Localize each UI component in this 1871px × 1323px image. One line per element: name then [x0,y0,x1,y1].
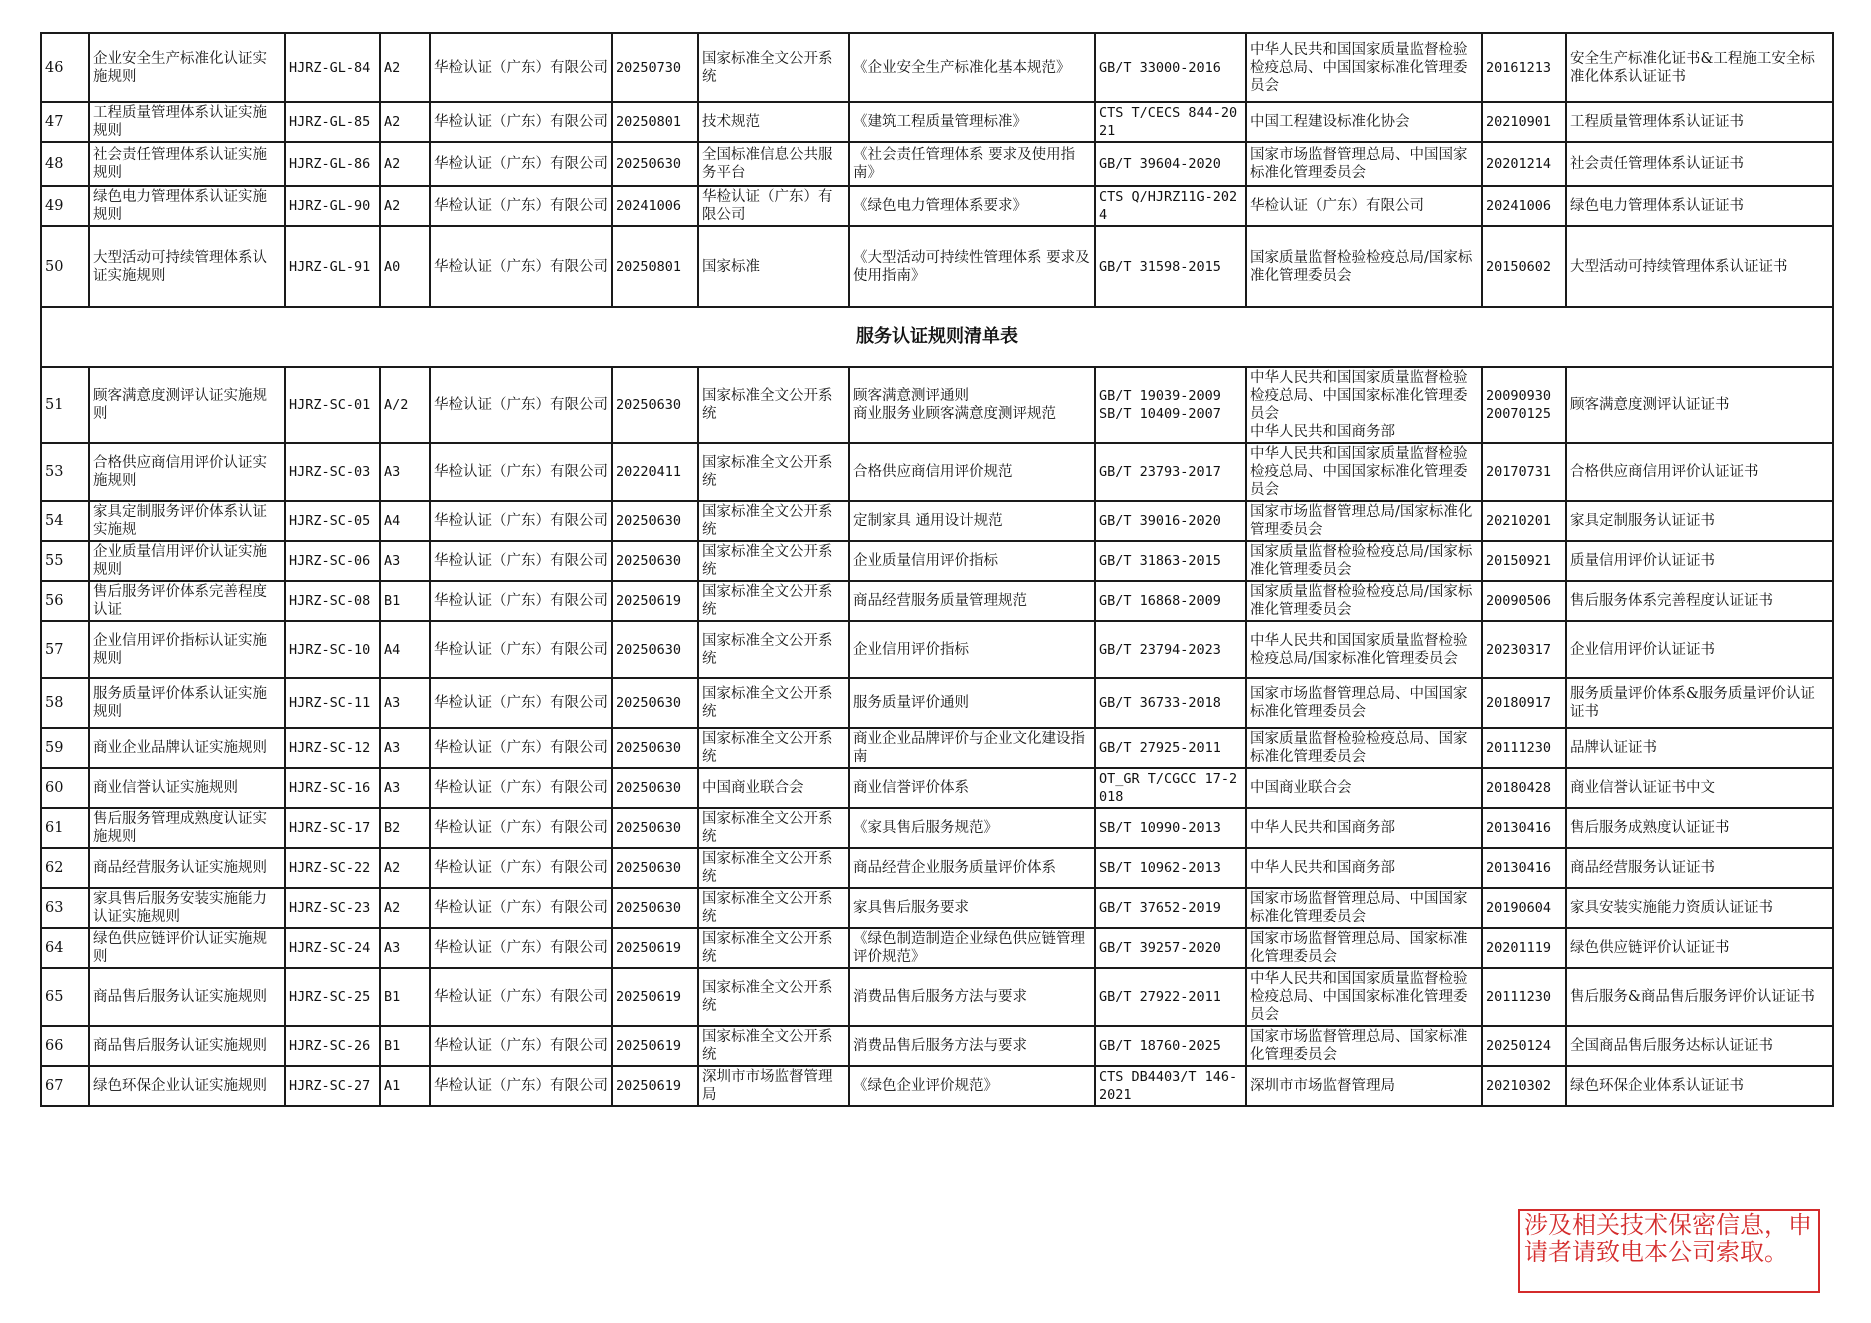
cell-rule-name: 社会责任管理体系认证实施规则 [89,142,285,186]
table-row [41,888,1833,928]
cell-issuer: 深圳市市场监督管理局 [1246,1066,1482,1106]
cell-rule-code: HJRZ-SC-17 [285,808,380,848]
cell-certificate: 质量信用评价认证证书 [1566,541,1833,581]
cell-rule-name: 商品售后服务认证实施规则 [89,1026,285,1066]
table-row [41,1026,1833,1066]
cell-no: 46 [41,33,89,102]
cell-standard-name: 《绿色企业评价规范》 [849,1066,1095,1106]
cell-issuer: 中国商业联合会 [1246,768,1482,808]
cell-rule-name: 售后服务评价体系完善程度认证 [89,581,285,621]
cell-organization: 华检认证（广东）有限公司 [430,581,612,621]
cell-rule-code: HJRZ-SC-01 [285,367,380,443]
cell-issuer: 国家质量监督检验检疫总局/国家标准化管理委员会 [1246,541,1482,581]
section-heading: 服务认证规则清单表 [41,307,1833,367]
cell-organization: 华检认证（广东）有限公司 [430,808,612,848]
cell-no: 48 [41,142,89,186]
cell-issuer: 中华人民共和国国家质量监督检验检疫总局、中国国家标准化管理委员会 中华人民共和国商务部 [1246,367,1482,443]
table-row [41,367,1833,443]
cell-standard-number: GB/T 39016-2020 [1095,501,1246,541]
cell-standard-number: SB/T 10962-2013 [1095,848,1246,888]
cell-issuer: 中华人民共和国国家质量监督检验检疫总局、中国国家标准化管理委员会 [1246,443,1482,501]
cell-source: 深圳市市场监督管理局 [698,1066,849,1106]
cell-rule-name: 商品售后服务认证实施规则 [89,968,285,1026]
cell-issue-date: 20230317 [1482,621,1566,678]
cell-level: A2 [380,142,430,186]
table-row [41,728,1833,768]
cell-source: 国家标准全文公开系统 [698,443,849,501]
cell-organization: 华检认证（广东）有限公司 [430,728,612,768]
cell-rule-code: HJRZ-SC-27 [285,1066,380,1106]
cell-rule-code: HJRZ-SC-22 [285,848,380,888]
cell-date: 20250630 [612,848,698,888]
cell-certificate: 绿色环保企业体系认证证书 [1566,1066,1833,1106]
cell-source: 全国标准信息公共服务平台 [698,142,849,186]
cell-date: 20250619 [612,1066,698,1106]
cell-organization: 华检认证（广东）有限公司 [430,621,612,678]
cell-source: 国家标准全文公开系统 [698,581,849,621]
cell-certificate: 品牌认证证书 [1566,728,1833,768]
cell-date: 20250730 [612,33,698,102]
cell-source: 国家标准全文公开系统 [698,541,849,581]
cell-source: 技术规范 [698,102,849,142]
cell-date: 20250619 [612,1026,698,1066]
cell-rule-code: HJRZ-GL-90 [285,186,380,226]
cell-rule-code: HJRZ-SC-08 [285,581,380,621]
cell-standard-number: GB/T 18760-2025 [1095,1026,1246,1066]
cell-rule-code: HJRZ-SC-25 [285,968,380,1026]
cell-source: 国家标准全文公开系统 [698,367,849,443]
cell-standard-name: 商品经营企业服务质量评价体系 [849,848,1095,888]
cell-date: 20220411 [612,443,698,501]
cell-standard-number: CTS T/CECS 844-2021 [1095,102,1246,142]
cell-organization: 华检认证（广东）有限公司 [430,367,612,443]
cell-standard-name: 《建筑工程质量管理标准》 [849,102,1095,142]
cell-rule-code: HJRZ-GL-84 [285,33,380,102]
table-row [41,186,1833,226]
cell-organization: 华检认证（广东）有限公司 [430,678,612,728]
cell-issue-date: 20150921 [1482,541,1566,581]
cell-certificate: 商业信誉认证证书中文 [1566,768,1833,808]
cell-source: 中国商业联合会 [698,768,849,808]
cell-no: 61 [41,808,89,848]
cell-issuer: 中华人民共和国国家质量监督检验检疫总局、中国国家标准化管理委员会 [1246,33,1482,102]
cell-no: 57 [41,621,89,678]
cell-certificate: 全国商品售后服务达标认证证书 [1566,1026,1833,1066]
cell-date: 20250801 [612,102,698,142]
cell-certificate: 社会责任管理体系认证证书 [1566,142,1833,186]
cell-rule-name: 绿色供应链评价认证实施规则 [89,928,285,968]
cell-level: A3 [380,541,430,581]
cell-standard-name: 企业质量信用评价指标 [849,541,1095,581]
cell-organization: 华检认证（广东）有限公司 [430,102,612,142]
cell-rule-code: HJRZ-SC-12 [285,728,380,768]
cell-date: 20250630 [612,501,698,541]
cell-rule-name: 顾客满意度测评认证实施规则 [89,367,285,443]
cell-date: 20250630 [612,808,698,848]
cell-certificate: 售后服务体系完善程度认证证书 [1566,581,1833,621]
cell-standard-number: GB/T 23794-2023 [1095,621,1246,678]
cell-certificate: 合格供应商信用评价认证证书 [1566,443,1833,501]
cell-rule-code: HJRZ-GL-91 [285,226,380,307]
cell-rule-name: 合格供应商信用评价认证实施规则 [89,443,285,501]
cell-rule-code: HJRZ-SC-06 [285,541,380,581]
cell-standard-name: 《绿色电力管理体系要求》 [849,186,1095,226]
cell-certificate: 家具安装实施能力资质认证证书 [1566,888,1833,928]
cell-rule-name: 企业信用评价指标认证实施规则 [89,621,285,678]
cell-no: 65 [41,968,89,1026]
cell-standard-name: 顾客满意测评通则 商业服务业顾客满意度测评规范 [849,367,1095,443]
table-body-service [41,367,1833,1106]
cell-rule-name: 企业安全生产标准化认证实施规则 [89,33,285,102]
cell-rule-name: 大型活动可持续管理体系认证实施规则 [89,226,285,307]
cell-standard-number: GB/T 27925-2011 [1095,728,1246,768]
cell-issue-date: 20190604 [1482,888,1566,928]
cell-rule-code: HJRZ-SC-05 [285,501,380,541]
cell-issuer: 中华人民共和国商务部 [1246,808,1482,848]
cell-rule-code: HJRZ-SC-03 [285,443,380,501]
table-row [41,968,1833,1026]
cell-no: 49 [41,186,89,226]
cell-rule-code: HJRZ-GL-85 [285,102,380,142]
cell-standard-number: GB/T 27922-2011 [1095,968,1246,1026]
cell-issuer: 国家质量监督检验检疫总局/国家标准化管理委员会 [1246,581,1482,621]
cell-organization: 华检认证（广东）有限公司 [430,1026,612,1066]
cell-source: 华检认证（广东）有限公司 [698,186,849,226]
cell-rule-name: 绿色环保企业认证实施规则 [89,1066,285,1106]
cell-level: A4 [380,501,430,541]
cell-certificate: 家具定制服务认证证书 [1566,501,1833,541]
cell-issuer: 国家质量监督检验检疫总局/国家标准化管理委员会 [1246,226,1482,307]
cell-rule-name: 售后服务管理成熟度认证实施规则 [89,808,285,848]
cell-organization: 华检认证（广东）有限公司 [430,226,612,307]
cell-issue-date: 20241006 [1482,186,1566,226]
cell-standard-name: 家具售后服务要求 [849,888,1095,928]
cell-source: 国家标准全文公开系统 [698,501,849,541]
section-heading-body [41,307,1833,367]
cell-issuer: 国家市场监督管理总局、中国国家标准化管理委员会 [1246,888,1482,928]
cell-rule-name: 绿色电力管理体系认证实施规则 [89,186,285,226]
cell-issue-date: 20201214 [1482,142,1566,186]
cell-issuer: 国家市场监督管理总局、中国国家标准化管理委员会 [1246,678,1482,728]
cell-organization: 华检认证（广东）有限公司 [430,186,612,226]
cell-date: 20250630 [612,768,698,808]
cell-organization: 华检认证（广东）有限公司 [430,1066,612,1106]
cell-level: A3 [380,678,430,728]
cell-certificate: 商品经营服务认证证书 [1566,848,1833,888]
cell-standard-number: GB/T 37652-2019 [1095,888,1246,928]
cell-no: 50 [41,226,89,307]
cell-standard-name: 定制家具 通用设计规范 [849,501,1095,541]
cell-standard-name: 商业企业品牌评价与企业文化建设指南 [849,728,1095,768]
cell-no: 67 [41,1066,89,1106]
cell-source: 国家标准全文公开系统 [698,678,849,728]
cell-issue-date: 20210201 [1482,501,1566,541]
cell-rule-code: HJRZ-SC-11 [285,678,380,728]
cell-standard-number: GB/T 33000-2016 [1095,33,1246,102]
cell-level: A0 [380,226,430,307]
cell-issue-date: 20180428 [1482,768,1566,808]
cell-standard-number: GB/T 16868-2009 [1095,581,1246,621]
cell-issuer: 国家市场监督管理总局、国家标准化管理委员会 [1246,1026,1482,1066]
cell-certificate: 工程质量管理体系认证证书 [1566,102,1833,142]
cell-standard-number: GB/T 19039-2009 SB/T 10409-2007 [1095,367,1246,443]
cell-level: A1 [380,1066,430,1106]
cell-source: 国家标准全文公开系统 [698,928,849,968]
cell-organization: 华检认证（广东）有限公司 [430,928,612,968]
cell-organization: 华检认证（广东）有限公司 [430,142,612,186]
cell-date: 20241006 [612,186,698,226]
cell-date: 20250630 [612,367,698,443]
cell-standard-name: 《家具售后服务规范》 [849,808,1095,848]
cell-date: 20250630 [612,678,698,728]
cell-organization: 华检认证（广东）有限公司 [430,33,612,102]
table-row [41,928,1833,968]
cell-issue-date: 20090930 20070125 [1482,367,1566,443]
cell-level: A3 [380,728,430,768]
cell-issue-date: 20150602 [1482,226,1566,307]
cell-rule-name: 家具售后服务安装实施能力认证实施规则 [89,888,285,928]
cell-certificate: 绿色电力管理体系认证证书 [1566,186,1833,226]
cell-issue-date: 20250124 [1482,1026,1566,1066]
cell-issue-date: 20210302 [1482,1066,1566,1106]
cell-issuer: 华检认证（广东）有限公司 [1246,186,1482,226]
table-row [41,621,1833,678]
cell-date: 20250630 [612,888,698,928]
table-row [41,226,1833,307]
cell-no: 56 [41,581,89,621]
cell-standard-number: GB/T 31863-2015 [1095,541,1246,581]
cell-level: B1 [380,581,430,621]
cell-source: 国家标准全文公开系统 [698,968,849,1026]
cell-date: 20250619 [612,928,698,968]
cell-issue-date: 20201119 [1482,928,1566,968]
cell-standard-name: 《绿色制造制造企业绿色供应链管理评价规范》 [849,928,1095,968]
cell-issuer: 中华人民共和国商务部 [1246,848,1482,888]
cell-standard-name: 合格供应商信用评价规范 [849,443,1095,501]
cell-issue-date: 20161213 [1482,33,1566,102]
cell-issuer: 中国工程建设标准化协会 [1246,102,1482,142]
cell-level: B1 [380,968,430,1026]
cell-certificate: 售后服务成熟度认证证书 [1566,808,1833,848]
cell-no: 51 [41,367,89,443]
cell-rule-code: HJRZ-SC-16 [285,768,380,808]
cell-standard-name: 商业信誉评价体系 [849,768,1095,808]
cell-standard-name: 商品经营服务质量管理规范 [849,581,1095,621]
cell-issue-date: 20111230 [1482,968,1566,1026]
cell-date: 20250630 [612,142,698,186]
cell-no: 59 [41,728,89,768]
cell-issuer: 国家市场监督管理总局、国家标准化管理委员会 [1246,928,1482,968]
cell-date: 20250619 [612,968,698,1026]
cell-issue-date: 20170731 [1482,443,1566,501]
cell-standard-name: 《社会责任管理体系 要求及使用指南》 [849,142,1095,186]
cell-standard-number: CTS Q/HJRZ11G-2024 [1095,186,1246,226]
cell-source: 国家标准全文公开系统 [698,621,849,678]
cell-no: 53 [41,443,89,501]
cell-organization: 华检认证（广东）有限公司 [430,848,612,888]
cell-issuer: 中华人民共和国国家质量监督检验检疫总局、中国国家标准化管理委员会 [1246,968,1482,1026]
cell-standard-number: OT_GR T/CGCC 17-2018 [1095,768,1246,808]
cell-certificate: 顾客满意度测评认证证书 [1566,367,1833,443]
cell-no: 55 [41,541,89,581]
cell-level: B2 [380,808,430,848]
cell-standard-number: GB/T 39604-2020 [1095,142,1246,186]
cell-source: 国家标准全文公开系统 [698,1026,849,1066]
cell-no: 64 [41,928,89,968]
cell-rule-code: HJRZ-SC-24 [285,928,380,968]
cell-level: A2 [380,848,430,888]
cell-certificate: 售后服务&商品售后服务评价认证证书 [1566,968,1833,1026]
table-row [41,768,1833,808]
cell-standard-number: GB/T 31598-2015 [1095,226,1246,307]
cell-standard-number: CTS DB4403/T 146-2021 [1095,1066,1246,1106]
cell-level: A3 [380,768,430,808]
cell-level: A2 [380,102,430,142]
cell-source: 国家标准全文公开系统 [698,728,849,768]
cell-no: 47 [41,102,89,142]
cell-issue-date: 20210901 [1482,102,1566,142]
cell-date: 20250630 [612,621,698,678]
section-heading-row [41,307,1833,367]
cell-source: 国家标准全文公开系统 [698,33,849,102]
cell-no: 60 [41,768,89,808]
cell-organization: 华检认证（广东）有限公司 [430,888,612,928]
cell-standard-number: GB/T 39257-2020 [1095,928,1246,968]
cell-standard-name: 消费品售后服务方法与要求 [849,968,1095,1026]
cell-standard-name: 消费品售后服务方法与要求 [849,1026,1095,1066]
cell-standard-number: GB/T 23793-2017 [1095,443,1246,501]
cell-rule-code: HJRZ-SC-23 [285,888,380,928]
table-row [41,678,1833,728]
cell-certificate: 大型活动可持续管理体系认证证书 [1566,226,1833,307]
table-row [41,501,1833,541]
cell-issue-date: 20090506 [1482,581,1566,621]
cell-date: 20250619 [612,581,698,621]
cell-level: B1 [380,1026,430,1066]
cell-level: A2 [380,888,430,928]
cell-standard-name: 《企业安全生产标准化基本规范》 [849,33,1095,102]
cell-issue-date: 20111230 [1482,728,1566,768]
cell-level: A2 [380,33,430,102]
cell-rule-code: HJRZ-GL-86 [285,142,380,186]
cell-date: 20250801 [612,226,698,307]
cell-issuer: 国家质量监督检验检疫总局、国家标准化管理委员会 [1246,728,1482,768]
cell-no: 54 [41,501,89,541]
cell-source: 国家标准全文公开系统 [698,848,849,888]
cell-level: A3 [380,928,430,968]
cell-date: 20250630 [612,728,698,768]
cell-rule-name: 工程质量管理体系认证实施规则 [89,102,285,142]
cell-source: 国家标准 [698,226,849,307]
cell-certificate: 企业信用评价认证证书 [1566,621,1833,678]
cell-certificate: 绿色供应链评价认证证书 [1566,928,1833,968]
cell-date: 20250630 [612,541,698,581]
table-row [41,581,1833,621]
cell-rule-code: HJRZ-SC-10 [285,621,380,678]
table-row [41,33,1833,102]
cell-rule-name: 商业信誉认证实施规则 [89,768,285,808]
cell-issue-date: 20130416 [1482,808,1566,848]
cell-rule-name: 服务质量评价体系认证实施规则 [89,678,285,728]
cell-level: A2 [380,186,430,226]
cell-organization: 华检认证（广东）有限公司 [430,443,612,501]
cell-no: 63 [41,888,89,928]
table-row [41,443,1833,501]
cell-issue-date: 20180917 [1482,678,1566,728]
cell-organization: 华检认证（广东）有限公司 [430,541,612,581]
cell-source: 国家标准全文公开系统 [698,888,849,928]
cell-no: 62 [41,848,89,888]
cell-standard-number: GB/T 36733-2018 [1095,678,1246,728]
cell-source: 国家标准全文公开系统 [698,808,849,848]
cell-rule-name: 企业质量信用评价认证实施规则 [89,541,285,581]
cell-certificate: 安全生产标准化证书&工程施工安全标准化体系认证证书 [1566,33,1833,102]
confidential-notice: 涉及相关技术保密信息，申请者请致电本公司索取。 [1518,1209,1820,1293]
cell-level: A3 [380,443,430,501]
cell-issuer: 国家市场监督管理总局、中国国家标准化管理委员会 [1246,142,1482,186]
table-body-management [41,33,1833,307]
cell-issue-date: 20130416 [1482,848,1566,888]
cell-no: 66 [41,1026,89,1066]
cell-standard-name: 《大型活动可持续性管理体系 要求及使用指南》 [849,226,1095,307]
cell-organization: 华检认证（广东）有限公司 [430,968,612,1026]
cell-level: A/2 [380,367,430,443]
cell-organization: 华检认证（广东）有限公司 [430,501,612,541]
table-row [41,541,1833,581]
cell-issuer: 国家市场监督管理总局/国家标准化管理委员会 [1246,501,1482,541]
cell-rule-name: 家具定制服务评价体系认证实施规 [89,501,285,541]
cell-standard-number: SB/T 10990-2013 [1095,808,1246,848]
cell-rule-name: 商业企业品牌认证实施规则 [89,728,285,768]
table-row [41,102,1833,142]
cell-level: A4 [380,621,430,678]
cell-certificate: 服务质量评价体系&服务质量评价认证证书 [1566,678,1833,728]
table-row [41,848,1833,888]
table-row [41,142,1833,186]
cell-issuer: 中华人民共和国国家质量监督检验检疫总局/国家标准化管理委员会 [1246,621,1482,678]
cell-rule-code: HJRZ-SC-26 [285,1026,380,1066]
cell-organization: 华检认证（广东）有限公司 [430,768,612,808]
cell-standard-name: 企业信用评价指标 [849,621,1095,678]
cell-rule-name: 商品经营服务认证实施规则 [89,848,285,888]
cell-no: 58 [41,678,89,728]
table-row [41,808,1833,848]
rules-table [40,32,1834,1107]
cell-standard-name: 服务质量评价通则 [849,678,1095,728]
table-row [41,1066,1833,1106]
